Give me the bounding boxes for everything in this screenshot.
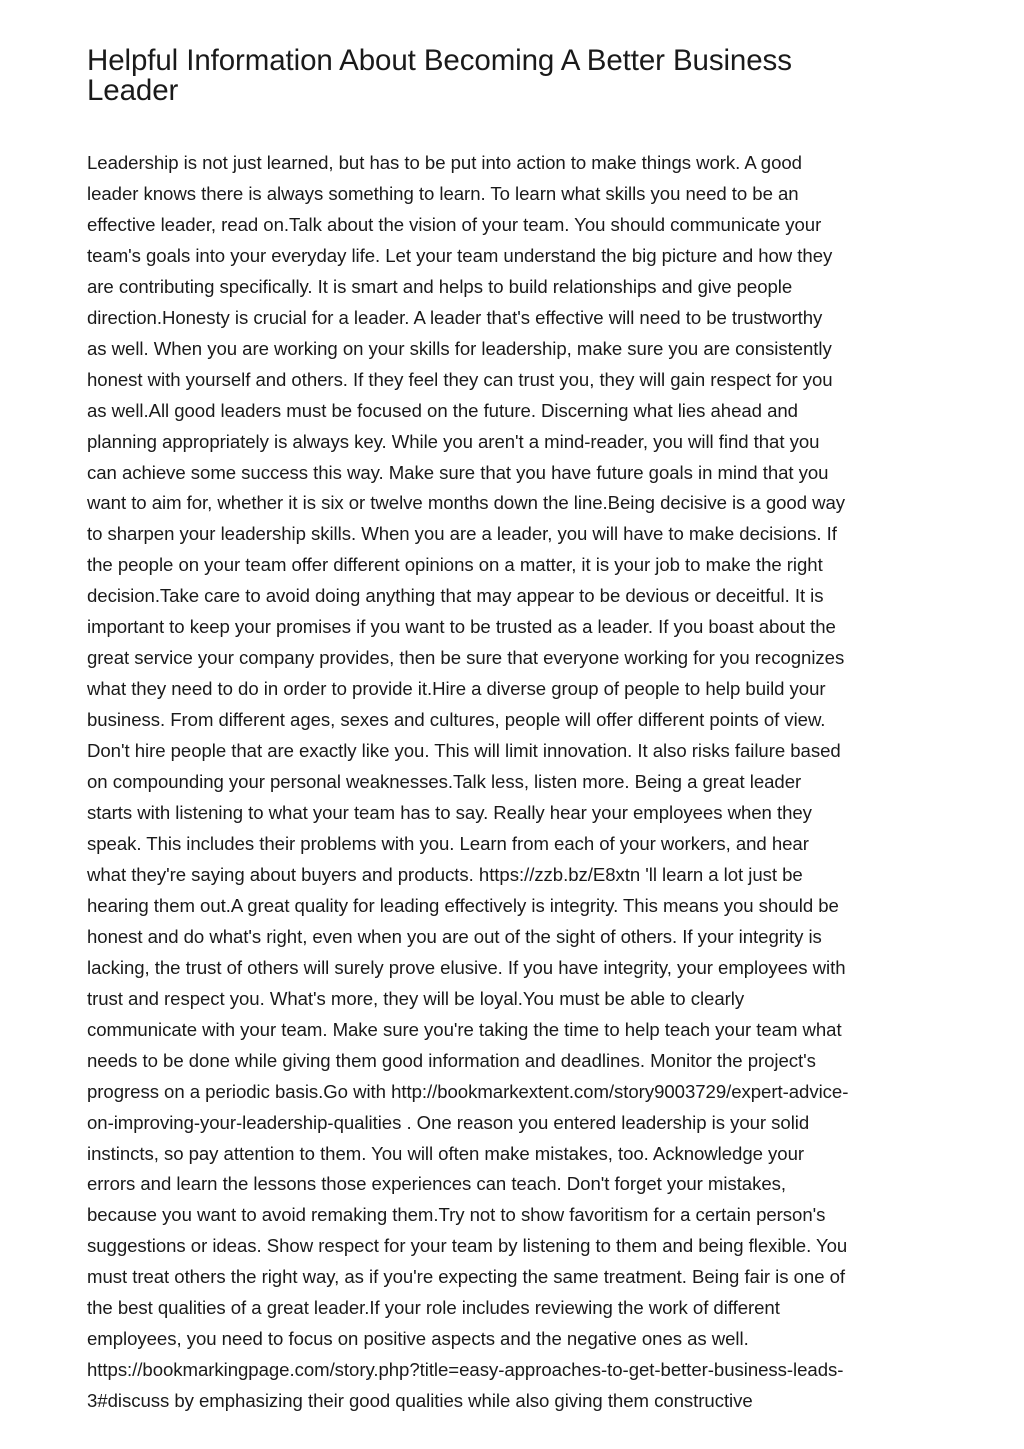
body-line: want to aim for, whether it is six or twelve months down the line.Being decisive is a good way	[87, 492, 846, 514]
body-line: are contributing specifically. It is smart and helps to build relationships and give people	[87, 275, 793, 297]
body-line: effective leader, read on.Talk about the vision of your team. You should communicate your	[87, 213, 822, 235]
body-line: honest with yourself and others. If they feel they can trust you, they will gain respect for you	[87, 368, 833, 390]
body-line: the people on your team offer different opinions on a matter, it is your job to make the right	[87, 554, 823, 576]
body-line: must treat others the right way, as if you're expecting the same treatment. Being fair is one of	[87, 1266, 846, 1288]
body-line: https://bookmarkingpage.com/story.php?title=easy-approaches-to-get-better-business-leads-	[87, 1359, 844, 1381]
body-line: errors and learn the lessons those experiences can teach. Don't forget your mistakes,	[87, 1173, 786, 1195]
body-line: important to keep your promises if you want to be trusted as a leader. If you boast about the	[87, 616, 836, 638]
body-line: because you want to avoid remaking them.Try not to show favoritism for a certain person's	[87, 1204, 826, 1226]
body-line: leader knows there is always something to learn. To learn what skills you need to be an	[87, 182, 799, 204]
body-line: communicate with your team. Make sure you're taking the time to help teach your team what	[87, 1018, 842, 1040]
document-title	[87, 46, 947, 106]
body-line: business. From different ages, sexes and cultures, people will offer different points of view.	[87, 709, 826, 731]
body-line: starts with listening to what your team has to say. Really hear your employees when they	[87, 802, 812, 824]
document-page	[87, 46, 947, 1417]
body-line: team's goals into your everyday life. Let your team understand the big picture and how they	[87, 244, 833, 266]
body-line: instincts, so pay attention to them. You will often make mistakes, too. Acknowledge your	[87, 1142, 805, 1164]
body-line: planning appropriately is always key. While you aren't a mind-reader, you will find that you	[87, 430, 820, 452]
title-line: Leader	[87, 74, 179, 107]
body-line: employees, you need to focus on positive aspects and the negative ones as well.	[87, 1328, 749, 1350]
body-line: can achieve some success this way. Make sure that you have future goals in mind that you	[87, 461, 829, 483]
body-line: lacking, the trust of others will surely prove elusive. If you have integrity, your employees with	[87, 956, 846, 978]
body-line: what they're saying about buyers and products. https://zzb.bz/E8xtn 'll learn a lot just be	[87, 863, 803, 885]
body-line: needs to be done while giving them good information and deadlines. Monitor the project's	[87, 1049, 816, 1071]
body-line: as well. When you are working on your skills for leadership, make sure you are consistently	[87, 337, 832, 359]
document-body	[87, 148, 947, 1417]
body-line: great service your company provides, then be sure that everyone working for you recognizes	[87, 647, 845, 669]
body-line: hearing them out.A great quality for leading effectively is integrity. This means you should be	[87, 894, 839, 916]
body-line: on-improving-your-leadership-qualities . One reason you entered leadership is your solid	[87, 1111, 810, 1133]
body-line: Leadership is not just learned, but has to be put into action to make things work. A good	[87, 152, 802, 173]
body-line: the best qualities of a great leader.If your role includes reviewing the work of different	[87, 1297, 780, 1319]
body-line: suggestions or ideas. Show respect for your team by listening to them and being flexible. You	[87, 1235, 848, 1257]
body-line: direction.Honesty is crucial for a leader. A leader that's effective will need to be trustworthy	[87, 306, 823, 328]
body-line: trust and respect you. What's more, they will be loyal.You must be able to clearly	[87, 987, 745, 1009]
body-line: on compounding your personal weaknesses.Talk less, listen more. Being a great leader	[87, 771, 802, 793]
body-line: to sharpen your leadership skills. When you are a leader, you will have to make decisions. If	[87, 523, 837, 545]
body-line: speak. This includes their problems with you. Learn from each of your workers, and hear	[87, 832, 809, 854]
body-line: as well.All good leaders must be focused on the future. Discerning what lies ahead and	[87, 399, 798, 421]
body-line: what they need to do in order to provide it.Hire a diverse group of people to help build your	[87, 678, 826, 700]
body-line: progress on a periodic basis.Go with http://bookmarkextent.com/story9003729/expert-advice-	[87, 1080, 849, 1102]
body-line: honest and do what's right, even when you are out of the sight of others. If your integrity is	[87, 925, 822, 947]
body-line: Don't hire people that are exactly like you. This will limit innovation. It also risks failure based	[87, 740, 841, 762]
body-line: 3#discuss by emphasizing their good qualities while also giving them constructive	[87, 1390, 753, 1412]
body-line: decision.Take care to avoid doing anything that may appear to be devious or deceitful. It is	[87, 585, 824, 607]
title-line: Helpful Information About Becoming A Better Business	[87, 44, 792, 77]
